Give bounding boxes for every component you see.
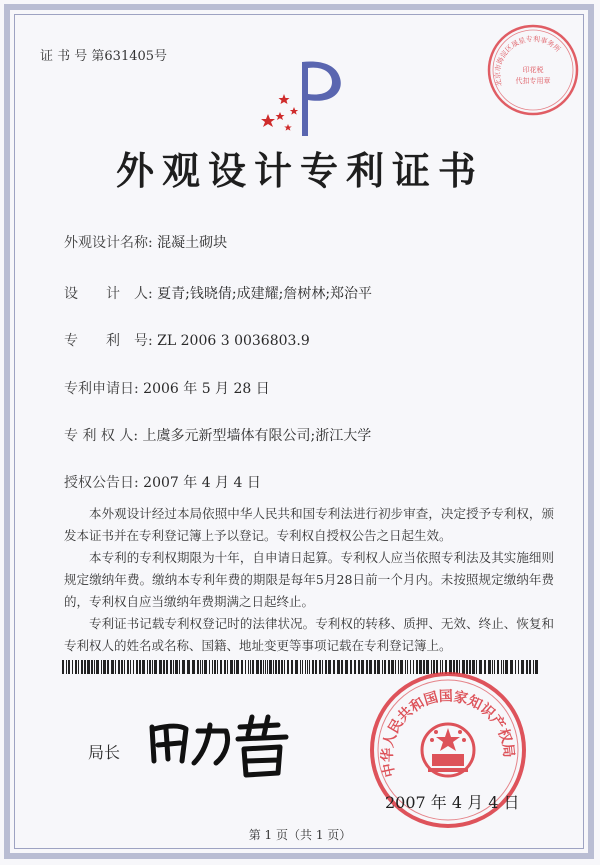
barcode-bar <box>275 660 277 674</box>
barcode-bar <box>212 660 213 674</box>
barcode-bar <box>315 660 317 674</box>
barcode-bar <box>96 660 99 674</box>
field-label: 授权公告日: <box>64 475 139 491</box>
barcode-bar <box>192 660 195 674</box>
barcode-bar <box>130 660 131 674</box>
barcode-bar <box>248 660 249 674</box>
barcode-bar <box>333 660 335 674</box>
barcode-bar <box>337 660 340 674</box>
issue-date: 2007 年 4 月 4 日 <box>385 793 520 812</box>
certificate-body <box>64 503 554 657</box>
barcode-bar <box>319 660 321 674</box>
barcode-bar <box>309 660 310 674</box>
barcode-bar <box>278 660 280 674</box>
patent-office-logo <box>240 52 360 142</box>
barcode-bar <box>78 660 79 674</box>
barcode-bar <box>529 660 531 674</box>
barcode-bar <box>139 660 141 674</box>
field-label: 设 计 人: <box>64 286 153 302</box>
field-value: 混凝土砌块 <box>157 235 228 251</box>
barcode-bar <box>142 660 145 674</box>
barcode-bar <box>118 660 120 674</box>
barcode-bar <box>350 660 352 674</box>
director-label: 局长 <box>88 743 121 762</box>
barcode-bar <box>234 660 235 674</box>
body-paragraph-1: 本外观设计经过本局依照中华人民共和国专利法进行初步审查，决定授予专利权，颁发本证书并在专利登记簿上予以登记。专利权自授权公告之日起生效。 <box>64 506 554 543</box>
barcode-bar <box>322 660 323 674</box>
barcode-bar <box>175 660 178 674</box>
barcode-bar <box>200 660 201 674</box>
barcode-bar <box>87 660 90 674</box>
barcode-bar <box>224 660 226 674</box>
barcode-bar <box>325 660 327 674</box>
barcode-bar <box>312 660 314 674</box>
barcode-bar <box>170 660 172 674</box>
barcode-bar <box>284 660 285 674</box>
field-design-name <box>64 232 227 252</box>
barcode-bar <box>66 660 67 674</box>
barcode-bar <box>361 660 364 674</box>
field-value: ZL 2006 3 0036803.9 <box>157 333 310 349</box>
field-value: 上虞多元新型墙体有限公司;浙江大学 <box>142 428 372 444</box>
barcode-bar <box>256 660 259 674</box>
field-application-date <box>64 378 270 398</box>
barcode-bar <box>84 660 86 674</box>
barcode-bar <box>187 660 190 674</box>
agency-stamp <box>485 22 581 118</box>
barcode-bar <box>202 660 203 674</box>
barcode-bar <box>269 660 272 674</box>
barcode-bar <box>152 660 153 674</box>
barcode-bar <box>209 660 210 674</box>
barcode-bar <box>354 660 356 674</box>
field-label: 专利申请日: <box>64 381 139 397</box>
barcode-bar <box>217 660 218 674</box>
barcode-bar <box>307 660 308 674</box>
barcode-bar <box>227 660 228 674</box>
barcode-bar <box>111 660 114 674</box>
barcode-bar <box>305 660 306 674</box>
barcode-bar <box>115 660 116 674</box>
field-value: 2006 年 5 月 28 日 <box>143 381 270 397</box>
svg-text:中华人民共和国国家知识产权局: 中华人民共和国国家知识产权局 <box>379 688 517 779</box>
barcode-bar <box>328 660 331 674</box>
barcode-bar <box>182 660 185 674</box>
barcode-bar <box>263 660 264 674</box>
barcode-bar <box>291 660 293 674</box>
barcode-bar <box>287 660 289 674</box>
barcode-bar <box>295 660 298 674</box>
barcode-bar <box>101 660 102 674</box>
svg-text:代扣专用章: 代扣专用章 <box>515 77 551 85</box>
barcode-bar <box>245 660 246 674</box>
barcode-bar <box>147 660 148 674</box>
barcode-bar <box>75 660 77 674</box>
barcode-bar <box>341 660 343 674</box>
barcode-bar <box>163 660 165 674</box>
body-paragraph-2: 本专利的专利权期限为十年，自申请日起算。专利权人应当依照专利法及其实施细则规定缴纳年费。缴纳本专利年费的期限是每年5月28日前一个月内。未按照规定缴纳年费的，专利权自应当缴纳年费期满之日起终止。 <box>64 550 554 609</box>
body-paragraph-3: 专利证书记载专利权登记时的法律状况。专利权的转移、质押、无效、终止、恢复和专利权人的姓名或名称、国籍、地址变更等事项记载在专利登记簿上。 <box>64 616 554 653</box>
field-patent-number <box>64 330 310 350</box>
barcode-bar <box>345 660 348 674</box>
barcode-bar <box>265 660 266 674</box>
barcode-bar <box>81 660 83 674</box>
barcode-bar <box>72 660 73 674</box>
barcode-bar <box>197 660 199 674</box>
barcode-bar <box>236 660 239 674</box>
svg-text:北京市海淀区晟星专利事务所: 北京市海淀区晟星专利事务所 <box>493 35 562 88</box>
barcode-bar <box>159 660 162 674</box>
field-patentee <box>64 425 371 445</box>
field-value: 2007 年 4 月 4 日 <box>143 475 261 491</box>
barcode-bar <box>230 660 233 674</box>
certificate-title: 外观设计专利证书 <box>115 148 484 193</box>
barcode-bar <box>267 660 268 674</box>
barcode-bar <box>533 660 534 674</box>
barcode-bar <box>250 660 251 674</box>
barcode-bar <box>136 660 138 674</box>
barcode-bar <box>103 660 106 674</box>
barcode-bar <box>535 660 538 674</box>
barcode-bar <box>94 660 95 674</box>
barcode-bar <box>91 660 93 674</box>
barcode-bar <box>358 660 360 674</box>
barcode-bar <box>68 660 70 674</box>
barcode-bar <box>260 660 262 674</box>
field-label: 专 利 权 人: <box>64 428 139 444</box>
barcode-bar <box>252 660 254 674</box>
barcode-bar <box>133 660 134 674</box>
barcode-bar <box>204 660 207 674</box>
logo-stars <box>261 94 298 131</box>
logo-p-mark <box>302 62 341 136</box>
barcode-bar <box>214 660 216 674</box>
field-label: 外观设计名称: <box>64 235 153 251</box>
field-value: 夏青;钱晓倩;成建耀;詹树林;郑治平 <box>157 286 373 302</box>
barcode-bar <box>121 660 123 674</box>
certificate-number: 证 书 号 第631405号 <box>40 49 168 64</box>
barcode-bar <box>300 660 301 674</box>
barcode-bar <box>107 660 109 674</box>
svg-text:印花税: 印花税 <box>522 66 544 74</box>
barcode-bar <box>154 660 157 674</box>
barcode-bar <box>220 660 222 674</box>
barcode-bar <box>241 660 243 674</box>
barcode-bar <box>179 660 180 674</box>
field-designers <box>64 283 372 303</box>
barcode-bar <box>173 660 174 674</box>
barcode-bar <box>127 660 129 674</box>
barcode-bar <box>273 660 274 674</box>
field-grant-date <box>64 472 261 492</box>
barcode-bar <box>149 660 151 674</box>
director-signature <box>140 705 300 785</box>
page-footer: 第 1 页（共 1 页） <box>248 828 352 842</box>
barcode-bar <box>62 660 64 674</box>
barcode-bar <box>166 660 168 674</box>
barcode-bar <box>281 660 283 674</box>
barcode-bar <box>124 660 125 674</box>
barcode-bar <box>302 660 303 674</box>
field-label: 专 利 号: <box>64 333 153 349</box>
